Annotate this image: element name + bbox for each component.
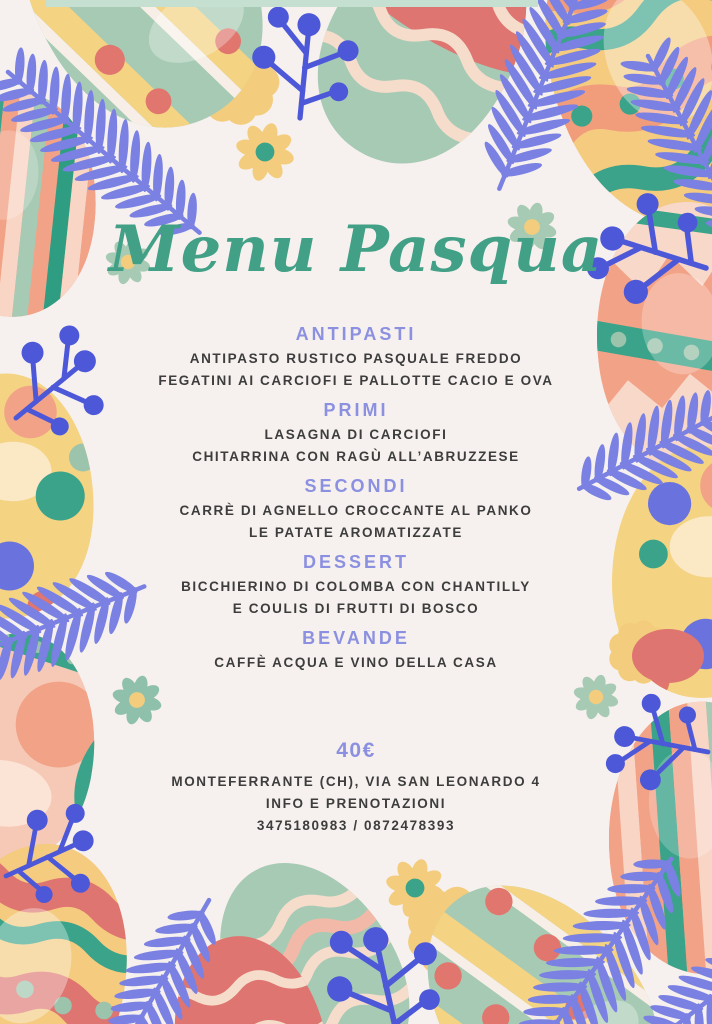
section-title: BEVANDE: [302, 628, 410, 649]
section-primi: [0, 398, 712, 468]
phone-numbers: 3475180983 / 0872478393: [256, 818, 456, 834]
section-title: PRIMI: [323, 400, 389, 421]
info-label: INFO E PRENOTAZIONI: [265, 796, 447, 812]
section-secondi: [0, 474, 712, 544]
menu-item: FEGATINI AI CARCIOFI E PALLOTTE CACIO E OVA: [158, 373, 554, 389]
menu-item: CAFFÈ ACQUA E VINO DELLA CASA: [214, 655, 498, 671]
menu-item: ANTIPASTO RUSTICO PASQUALE FREDDO: [189, 351, 523, 367]
section-dessert: [0, 550, 712, 620]
section-title: DESSERT: [302, 552, 410, 573]
menu-item: BICCHIERINO DI COLOMBA CON CHANTILLY: [181, 579, 531, 595]
section-title: SECONDI: [304, 476, 408, 497]
price: 40€: [336, 739, 376, 763]
menu-item: E COULIS DI FRUTTI DI BOSCO: [232, 601, 480, 617]
section-antipasti: [0, 322, 712, 392]
menu-item: LE PATATE AROMATIZZATE: [249, 525, 463, 541]
menu-item: CARRÈ DI AGNELLO CROCCANTE AL PANKO: [179, 503, 533, 519]
section-title: ANTIPASTI: [295, 324, 417, 345]
page-title: Menu Pasqua: [108, 212, 604, 287]
section-bevande: [0, 626, 712, 674]
menu-item: CHITARRINA CON RAGÙ ALL’ABRUZZESE: [192, 449, 520, 465]
menu-item: LASAGNA DI CARCIOFI: [264, 427, 448, 443]
address: MONTEFERRANTE (CH), VIA SAN LEONARDO 4: [171, 774, 541, 790]
footer: [0, 771, 712, 837]
